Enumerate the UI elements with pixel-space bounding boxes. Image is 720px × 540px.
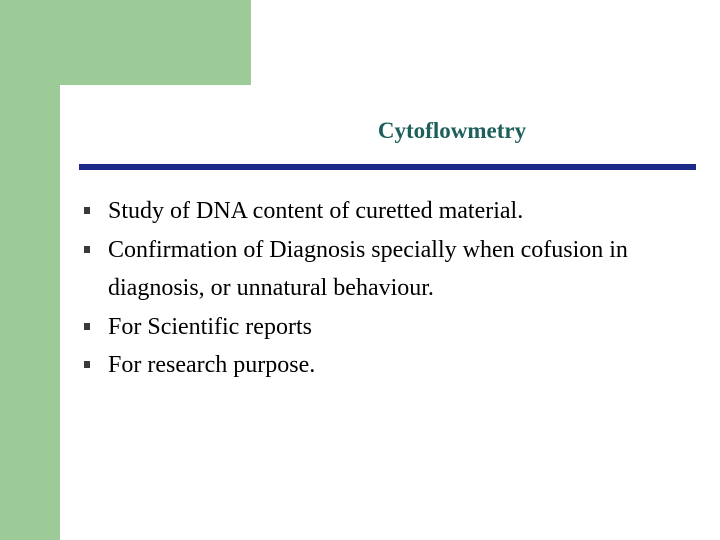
title-divider	[79, 164, 696, 170]
bullet-list	[77, 192, 707, 385]
bullet-item-scientific-reports	[77, 308, 707, 347]
bullet-text: Confirmation of Diagnosis specially when cofusion in diagnosis, or unnatural behaviour.	[108, 236, 628, 301]
square-bullet-icon	[84, 323, 90, 330]
bullet-text: For Scientific reports	[108, 313, 312, 340]
bullet-text: For research purpose.	[108, 352, 316, 378]
slide-title: Cytoflowmetry	[377, 118, 527, 143]
square-bullet-icon	[84, 246, 90, 253]
bullet-item-research-purpose	[77, 346, 707, 385]
accent-bar-left	[0, 85, 60, 540]
bullet-item-dna-content	[77, 192, 707, 231]
bullet-text: Study of DNA content of curetted material.	[108, 198, 524, 224]
accent-block-top	[0, 0, 251, 85]
square-bullet-icon	[84, 207, 90, 214]
square-bullet-icon	[84, 361, 90, 368]
bullet-item-diagnosis	[77, 231, 707, 308]
